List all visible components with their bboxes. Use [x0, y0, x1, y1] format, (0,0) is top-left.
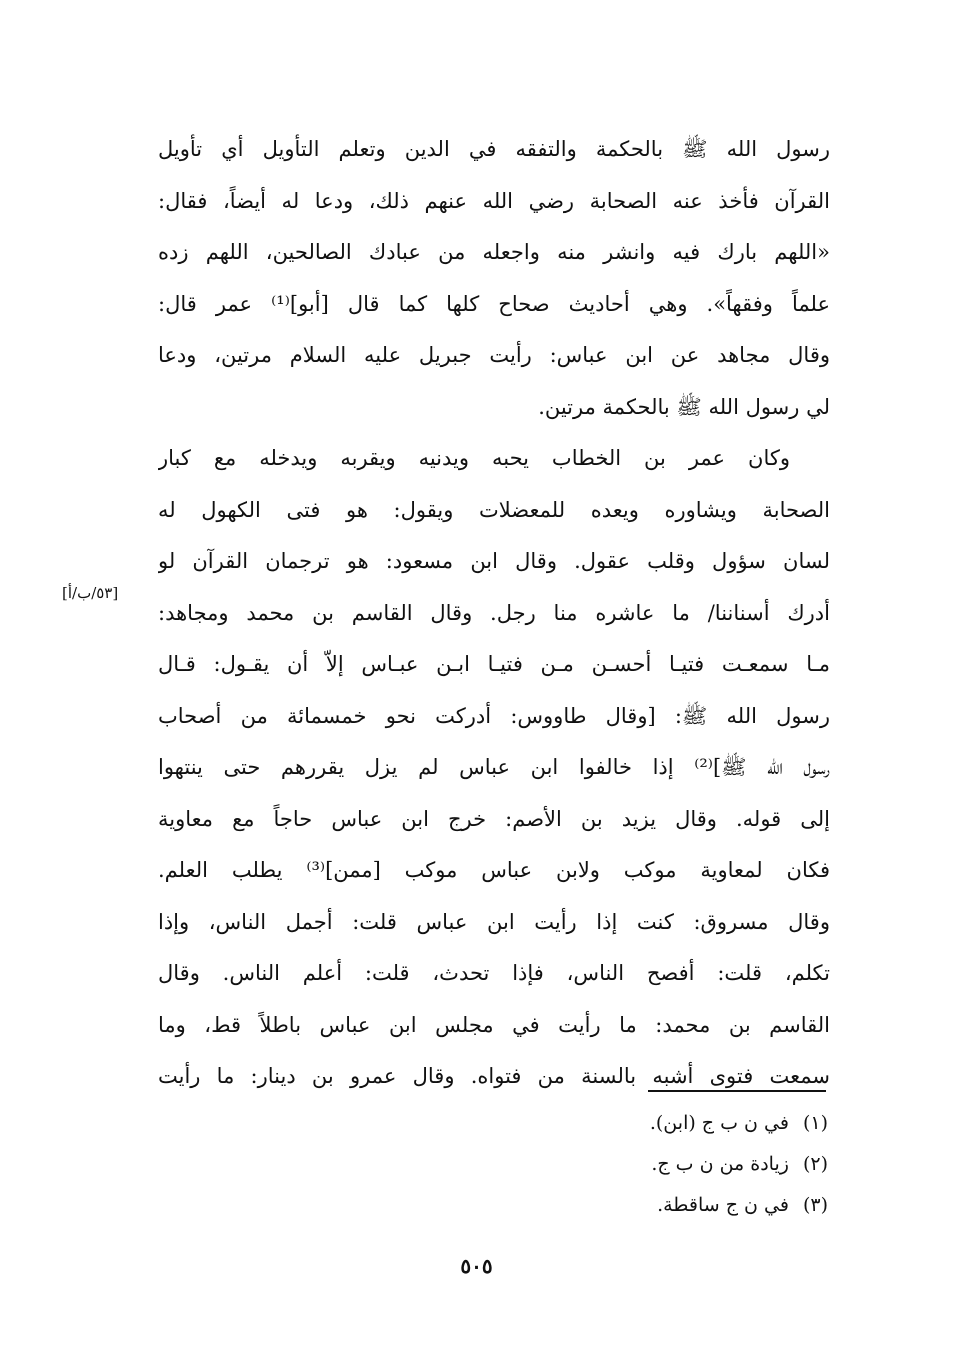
- text-line: رسول الله ﷺ بالحكمة والتفقه في الدين وتعلم التأويل أي تأويل: [158, 137, 830, 161]
- footnotes: [328, 1103, 828, 1226]
- text-line: لي رسول الله ﷺ بالحكمة مرتين.: [538, 394, 830, 419]
- footnote-text: في ن ب ج (ابن).: [649, 1112, 789, 1134]
- text-line: رسول الله ﷺ]⁽²⁾ إذا خالفوا ابن عباس لم يزل يقررهم حتى ينتهوا: [158, 755, 830, 779]
- text-line: «اللهم بارك فيه وانشر منه واجعله من عبادك الصالحين، اللهم زده: [158, 240, 830, 264]
- text-line: إلى قوله. وقال يزيد بن الأصم: خرج ابن عباس حاجاً مع معاوية: [158, 806, 830, 831]
- text-line: لسان سؤول وقلب عقول. وقال ابن مسعود: هو ترجمان القرآن لو: [158, 549, 830, 573]
- main-text: [158, 124, 830, 1103]
- text-line: وقال مسروق: كنت إذا رأيت ابن عباس قلت: أجمل الناس، وإذا: [158, 909, 830, 934]
- text-line: وقال مجاهد عن ابن عباس: رأيت جبريل عليه السلام مرتين، ودعا: [158, 343, 830, 367]
- footnote-text: في ن ج ساقطة.: [657, 1194, 789, 1216]
- text-line: الصحابة ويشاوره ويعده للمعضلات ويقول: هو فتى الكهول له: [158, 497, 830, 522]
- text-line: القاسم بن محمد: ما رأيت في مجلس ابن عباس باطلاً قط، وما: [158, 1012, 830, 1037]
- footnote-text: زيادة من ن ب ج.: [651, 1153, 789, 1175]
- footnote-number: (١): [802, 1112, 828, 1134]
- text-line: القرآن فأخذ عنه الصحابة رضي الله عنهم ذلك، ودعا له أيضاً، فقال:: [158, 188, 830, 213]
- text-line: فكان لمعاوية موكب ولابن عباس موكب [ممن]⁽³⁾ يطلب العلم.: [158, 858, 830, 882]
- manuscript-folio-marker: [٥٣/ب/أ]: [62, 584, 119, 602]
- text-line: رسول الله ﷺ: [وقال طاووس: أدركت نحو خمسمائة من أصحاب: [158, 703, 830, 728]
- footnote-item: [328, 1185, 828, 1226]
- text-line: وكان عمر بن الخطاب يحبه ويدنيه ويقربه ويدخله مع كبار: [158, 446, 790, 470]
- footnote-item: [328, 1103, 828, 1144]
- footnote-number: (٣): [802, 1194, 828, 1216]
- text-line: تكلم، قلت: أفصح الناس، فإذا تحدث، قلت: أعلم الناس. وقال: [158, 961, 830, 985]
- text-line: علماً وفقهاً». وهي أحاديث صحاح كلها كما قال [أبو]⁽¹⁾ عمر قال:: [158, 291, 830, 316]
- footnote-item: [328, 1144, 828, 1185]
- footnote-divider: [648, 1090, 826, 1092]
- text-line: أدرك أسناننا/ ما عاشره منا رجل. وقال القاسم بن محمد ومجاهد:: [158, 600, 830, 625]
- page-number: ٥٠٥: [460, 1254, 493, 1278]
- footnote-number: (٢): [802, 1153, 828, 1175]
- text-line: مـا سمعـت فتيـا أحسـن مـن فتيـا ابـن عبـاس إلاّ أن يقـول: قـال: [158, 652, 830, 676]
- text-line: سمعت فتوى أشبه بالسنة من فتواه. وقال عمرو بن دينار: ما رأيت: [158, 1064, 830, 1088]
